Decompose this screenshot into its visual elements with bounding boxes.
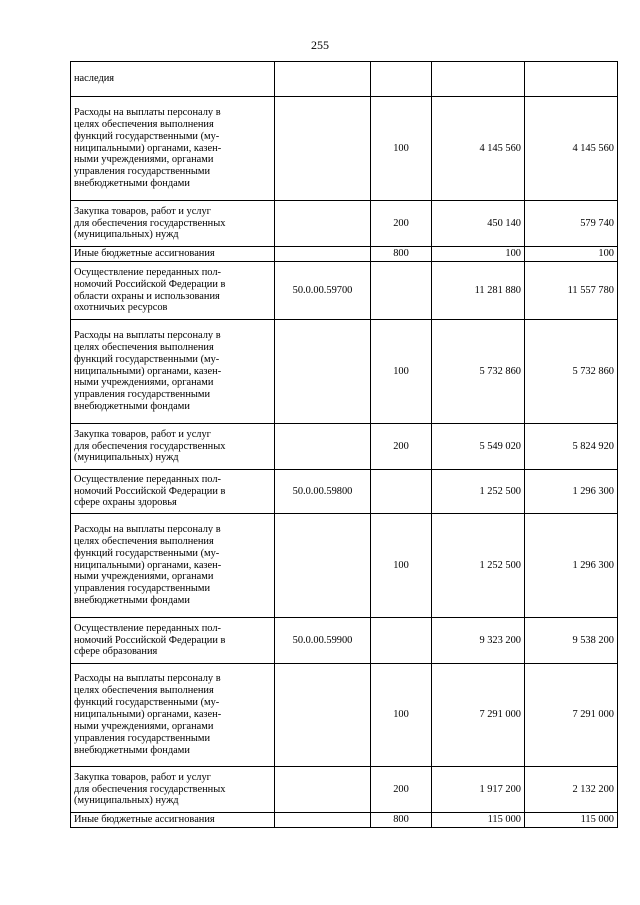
amount-year2-cell: 1 296 300 (525, 470, 618, 514)
table-row (71, 813, 618, 828)
table-row (71, 247, 618, 262)
amount-year2-cell: 1 296 300 (525, 514, 618, 618)
expense-type-cell: 800 (371, 813, 432, 828)
table-row (71, 320, 618, 424)
expense-type-cell (371, 62, 432, 97)
amount-year1-cell: 1 252 500 (432, 470, 525, 514)
expense-name-cell: Закупка товаров, работ и услуг для обеспечения государственных (муниципальных) нужд (71, 767, 275, 813)
target-code-cell: 50.0.00.59800 (275, 470, 371, 514)
amount-year1-cell: 7 291 000 (432, 664, 525, 767)
amount-year2-cell: 100 (525, 247, 618, 262)
expense-name-cell: Закупка товаров, работ и услуг для обеспечения государственных (муниципальных) нужд (71, 424, 275, 470)
table-row (71, 767, 618, 813)
target-code-cell (275, 62, 371, 97)
budget-table-body (71, 62, 618, 828)
amount-year1-cell: 4 145 560 (432, 97, 525, 201)
amount-year1-cell: 1 252 500 (432, 514, 525, 618)
amount-year1-cell: 115 000 (432, 813, 525, 828)
expense-name-cell: Осуществление переданных пол- номочий Российской Федерации в сфере образования (71, 618, 275, 664)
target-code-cell: 50.0.00.59700 (275, 262, 371, 320)
target-code-cell (275, 320, 371, 424)
expense-type-cell: 200 (371, 767, 432, 813)
table-row (71, 514, 618, 618)
expense-type-cell (371, 262, 432, 320)
target-code-cell (275, 813, 371, 828)
expense-name-cell: Иные бюджетные ассигнования (71, 813, 275, 828)
amount-year2-cell: 11 557 780 (525, 262, 618, 320)
expense-name-cell: Осуществление переданных пол- номочий Российской Федерации в сфере охраны здоровья (71, 470, 275, 514)
expense-name-cell: Расходы на выплаты персоналу в целях обеспечения выполнения функций государственными (му- ниципальными) органами, казен- ными учреждениями, органами управления государственными внебюджетными фондами (71, 664, 275, 767)
expense-type-cell (371, 618, 432, 664)
amount-year2-cell: 5 824 920 (525, 424, 618, 470)
expense-type-cell: 100 (371, 320, 432, 424)
expense-name-cell: Расходы на выплаты персоналу в целях обеспечения выполнения функций государственными (му- ниципальными) органами, казен- ными учреждениями, органами управления государственными внебюджетными фондами (71, 514, 275, 618)
table-row (71, 201, 618, 247)
expense-type-cell: 200 (371, 201, 432, 247)
target-code-cell: 50.0.00.59900 (275, 618, 371, 664)
page-number: 255 (311, 38, 329, 52)
table-row (71, 62, 618, 97)
table-row (71, 664, 618, 767)
target-code-cell (275, 424, 371, 470)
expense-name-cell: Расходы на выплаты персоналу в целях обеспечения выполнения функций государственными (му- ниципальными) органами, казен- ными учреждениями, органами управления государственными внебюджетными фондами (71, 97, 275, 201)
expense-type-cell: 100 (371, 97, 432, 201)
amount-year2-cell: 2 132 200 (525, 767, 618, 813)
amount-year2-cell: 7 291 000 (525, 664, 618, 767)
table-row (71, 470, 618, 514)
target-code-cell (275, 201, 371, 247)
amount-year2-cell: 115 000 (525, 813, 618, 828)
expense-type-cell: 100 (371, 514, 432, 618)
amount-year1-cell: 11 281 880 (432, 262, 525, 320)
amount-year2-cell (525, 62, 618, 97)
target-code-cell (275, 664, 371, 767)
expense-name-cell: Расходы на выплаты персоналу в целях обеспечения выполнения функций государственными (му- ниципальными) органами, казен- ными учреждениями, органами управления государственными внебюджетными фондами (71, 320, 275, 424)
expense-name-cell: Закупка товаров, работ и услуг для обеспечения государственных (муниципальных) нужд (71, 201, 275, 247)
amount-year2-cell: 9 538 200 (525, 618, 618, 664)
amount-year1-cell (432, 62, 525, 97)
amount-year1-cell: 5 732 860 (432, 320, 525, 424)
expense-name-cell: Осуществление переданных пол- номочий Российской Федерации в области охраны и использования охотничьих ресурсов (71, 262, 275, 320)
table-row (71, 97, 618, 201)
amount-year1-cell: 9 323 200 (432, 618, 525, 664)
expense-type-cell: 800 (371, 247, 432, 262)
amount-year2-cell: 5 732 860 (525, 320, 618, 424)
amount-year2-cell: 4 145 560 (525, 97, 618, 201)
expense-name-cell: Иные бюджетные ассигнования (71, 247, 275, 262)
table-row (71, 424, 618, 470)
amount-year1-cell: 450 140 (432, 201, 525, 247)
expense-type-cell (371, 470, 432, 514)
target-code-cell (275, 247, 371, 262)
target-code-cell (275, 97, 371, 201)
table-row (71, 262, 618, 320)
expense-name-cell: наследия (71, 62, 275, 97)
expense-type-cell: 200 (371, 424, 432, 470)
budget-table (70, 61, 618, 828)
target-code-cell (275, 767, 371, 813)
expense-type-cell: 100 (371, 664, 432, 767)
amount-year1-cell: 1 917 200 (432, 767, 525, 813)
amount-year1-cell: 100 (432, 247, 525, 262)
table-row (71, 618, 618, 664)
amount-year1-cell: 5 549 020 (432, 424, 525, 470)
amount-year2-cell: 579 740 (525, 201, 618, 247)
target-code-cell (275, 514, 371, 618)
